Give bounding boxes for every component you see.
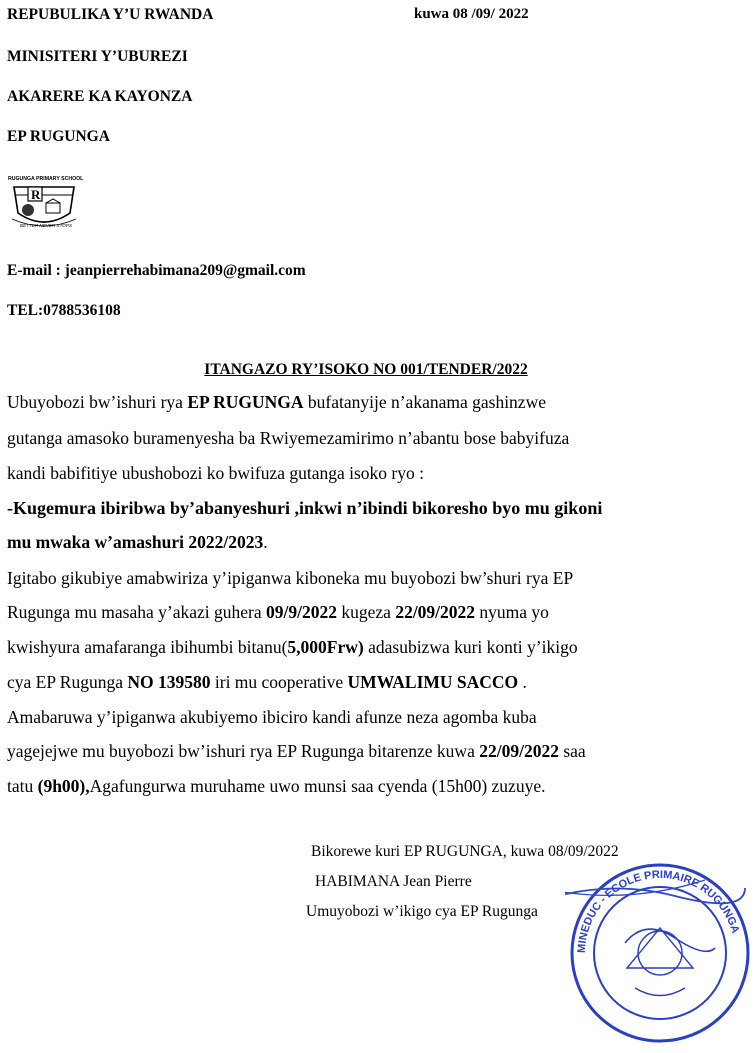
tel-line: TEL:0788536108: [7, 302, 121, 319]
stamp-text: MINEDUC - ECOLE PRIMAIRE RUGUNGA: [575, 868, 742, 954]
logo-letter: R: [31, 187, 41, 202]
document-date: kuwa 08 /09/ 2022: [414, 6, 529, 22]
body-line-3: kandi babifitiye ubushobozi ko bwifuza gutanga isoko ryo :: [7, 463, 425, 483]
official-stamp: [565, 858, 755, 1048]
notice-title: ITANGAZO RY’ISOKO NO 001/TENDER/2022: [204, 361, 528, 378]
body-line-12: tatu (9h00),Agafungurwa muruhame uwo munsi saa cyenda (15h00) zuzuye.: [7, 776, 546, 796]
ministry-heading: MINISITERI Y’UBUREZI: [7, 48, 188, 65]
email-line: E-mail : jeanpierrehabimana209@gmail.com: [7, 262, 306, 279]
body-line-7: Rugunga mu masaha y’akazi guhera 09/9/2022 kugeza 22/09/2022 nyuma yo: [7, 602, 549, 622]
svg-text:MINEDUC - ECOLE PRIMAIRE RUGUN: [576, 869, 741, 953]
body-line-9: cya EP Rugunga NO 139580 iri mu cooperative UMWALIMU SACCO .: [7, 672, 527, 692]
district-heading: AKARERE KA KAYONZA: [7, 88, 193, 105]
body-line-1: Ubuyobozi bw’ishuri rya EP RUGUNGA bufatanyije n’akanama gashinzwe: [7, 392, 546, 412]
body-bold-line-2: mu mwaka w’amashuri 2022/2023.: [7, 532, 268, 552]
body-line-6: Igitabo gikubiye amabwiriza y’ipiganwa kiboneka mu buyobozi bw’shuri rya EP: [7, 568, 574, 588]
school-heading: EP RUGUNGA: [7, 128, 110, 145]
body-line-10: Amabaruwa y’ipiganwa akubiyemo ibiciro kandi afunze neza agomba kuba: [7, 707, 537, 727]
signature-name: HABIMANA Jean Pierre: [315, 873, 472, 890]
body-bold-line-1: -Kugemura ibiribwa by’abanyeshuri ,inkwi n’ibindi bikoresho byo mu gikoni: [7, 498, 603, 518]
signature-role: Umuyobozi w’ikigo cya EP Rugunga: [306, 903, 538, 920]
school-logo: [6, 173, 86, 235]
body-line-11: yagejejwe mu buyobozi bw’ishuri rya EP Rugunga bitarenze kuwa 22/09/2022 saa: [7, 741, 586, 761]
logo-top-text: RUGUNGA PRIMARY SCHOOL: [8, 176, 84, 182]
country-heading: REPUBULIKA Y’U RWANDA: [7, 6, 214, 23]
body-line-2: gutanga amasoko buramenyesha ba Rwiyemezamirimo n’abantu bose babyifuza: [7, 428, 570, 448]
body-line-8: kwishyura amafaranga ibihumbi bitanu(5,000Frw) adasubizwa kuri konti y’ikigo: [7, 637, 578, 657]
logo-motto: BETTER NEVER STOPS: [20, 223, 72, 228]
signature-place-date: Bikorewe kuri EP RUGUNGA, kuwa 08/09/2022: [311, 843, 619, 860]
